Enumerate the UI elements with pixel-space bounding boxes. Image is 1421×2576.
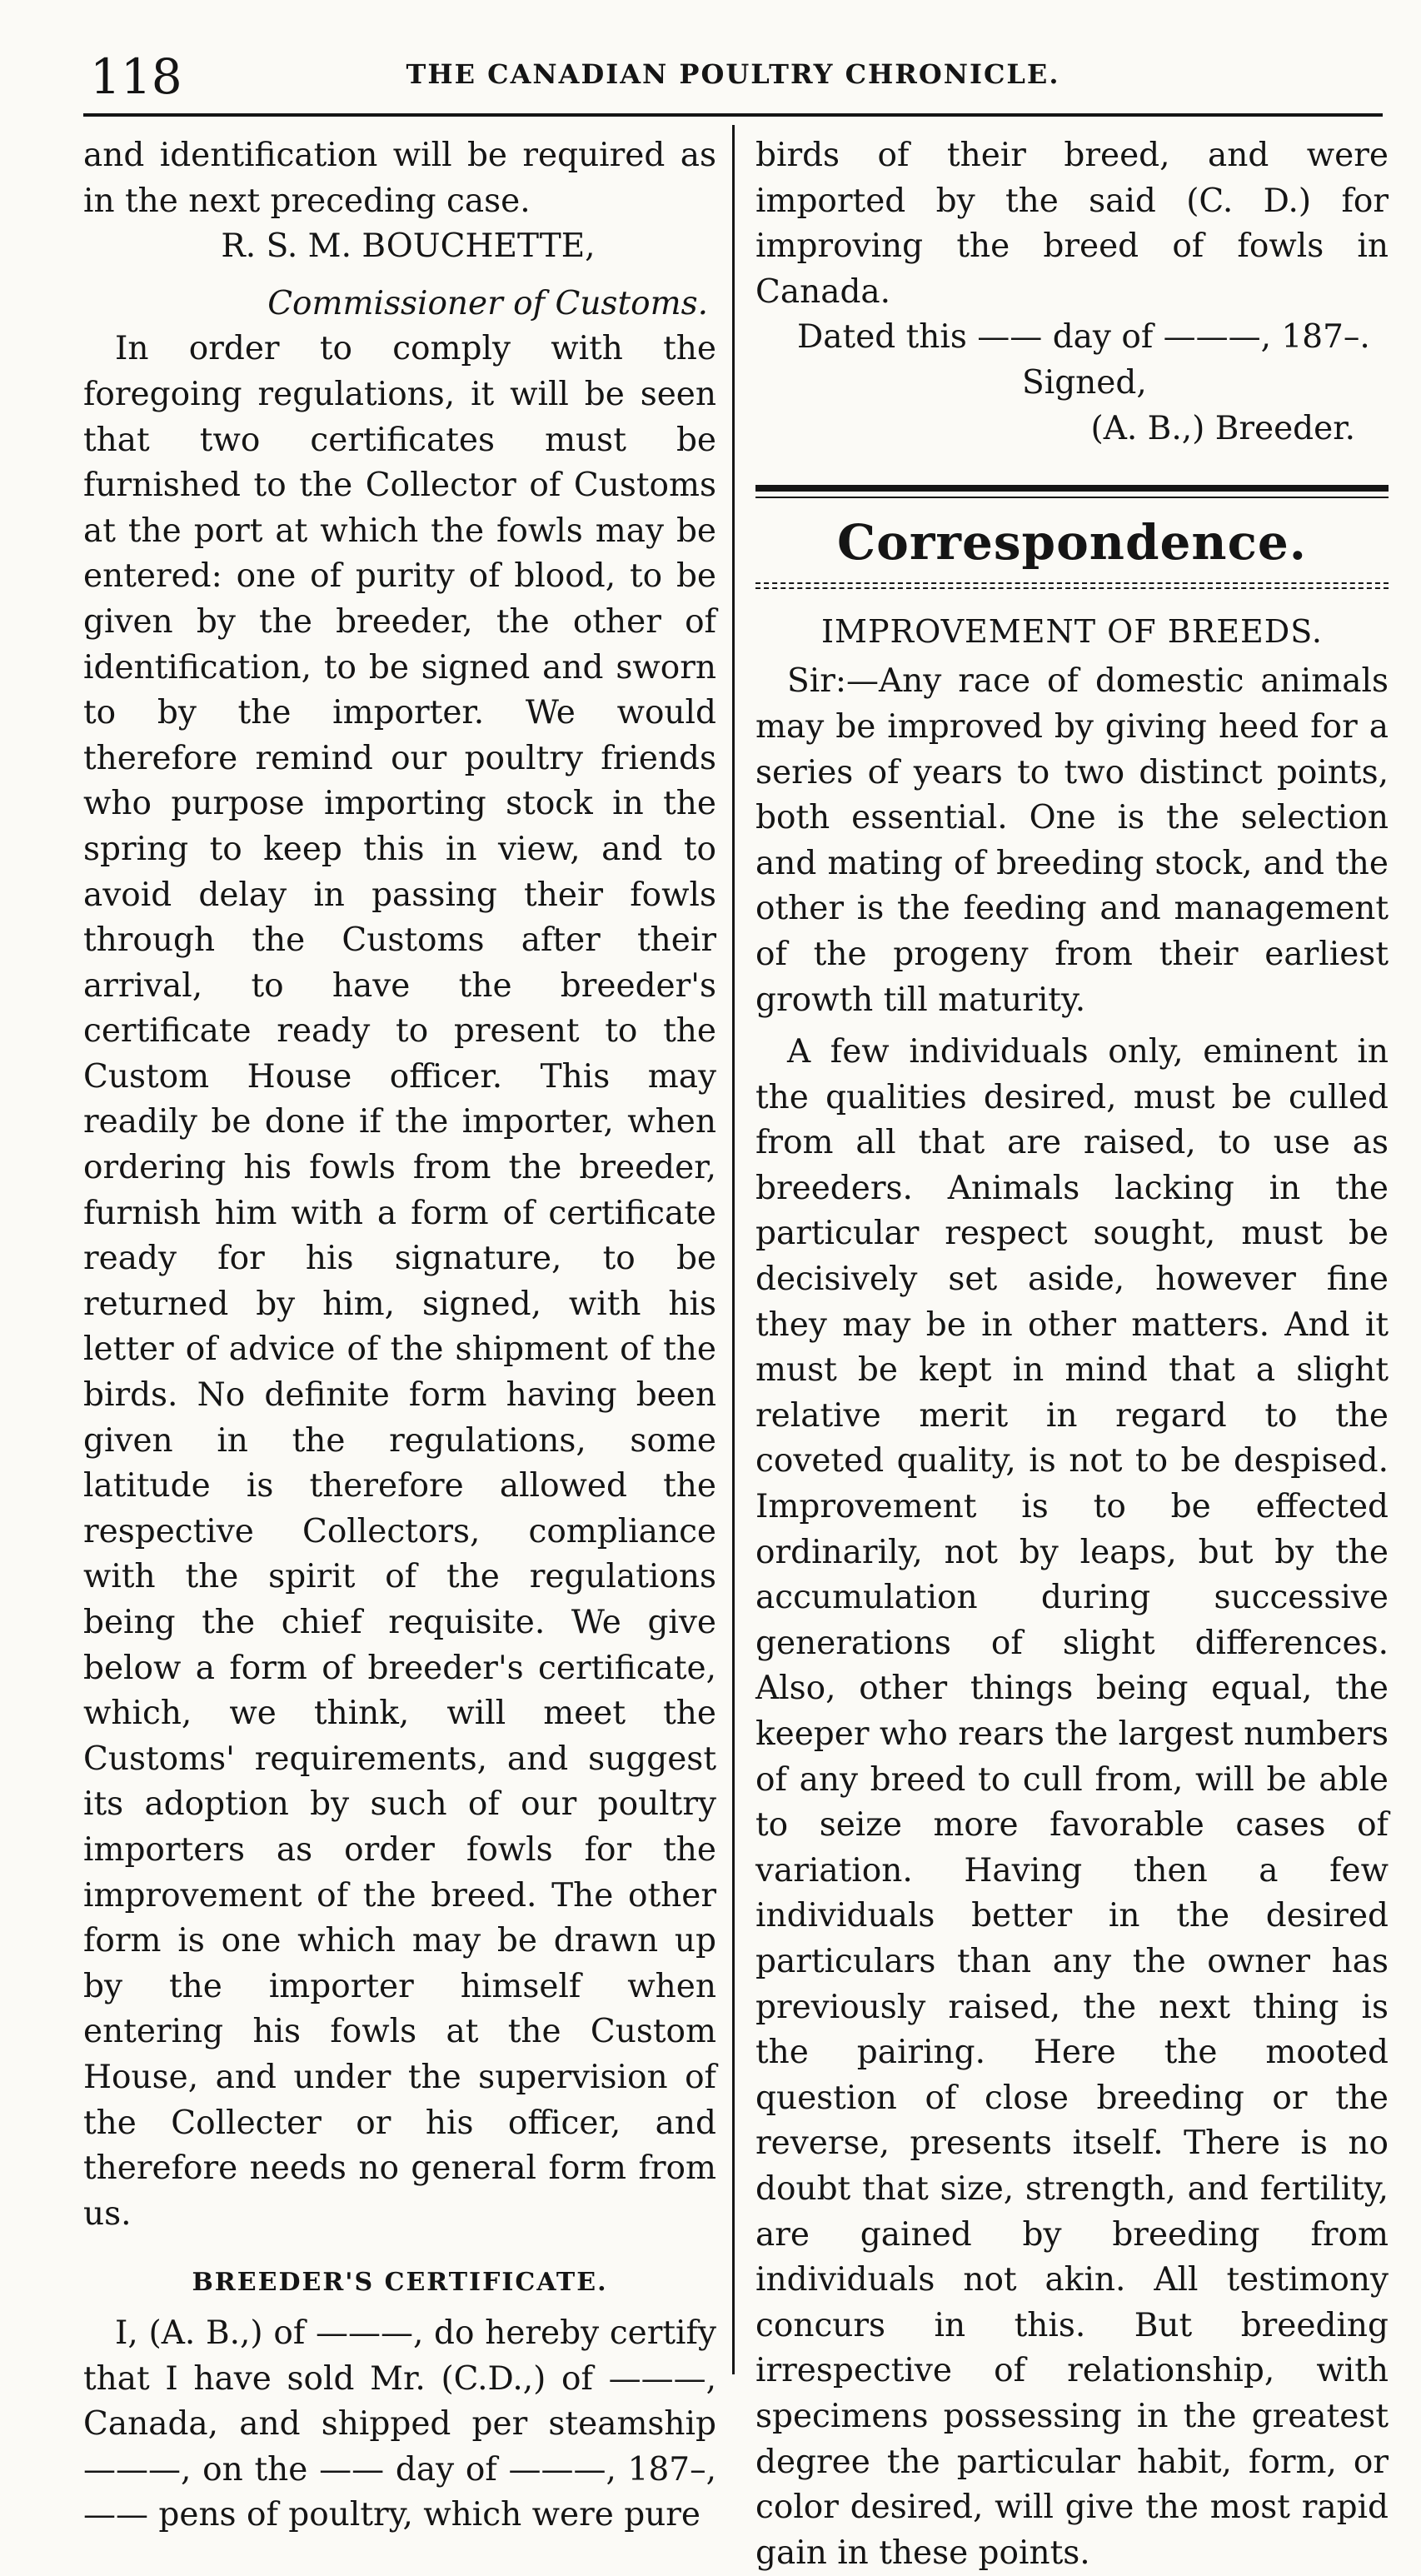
continuation-text: and identification will be required as in the next preceding case. — [83, 137, 716, 220]
breeder-signature: (A. B.,) Breeder. — [1090, 409, 1355, 447]
left-column — [83, 133, 716, 2539]
column-divider — [732, 125, 735, 2374]
article-paragraph-2: A few individuals only, eminent in the qualities desired, must be culled from all that are raised, to use as breeders. Animals lacking in the particular respect sought, must be decisively set aside, however fine they may be in other matters. And it must be kept in mind that a slight relative merit in regard to the coveted quality, is not to be despised. Improvement is to be effected ordinarily, not by leaps, but by the accumulation during successive generations of slight differences. Also, other things being equal, the keeper who rears the largest numbers of any breed to cull from, will be able to seize more favorable cases of variation. Having then a few individuals better in the desired particulars than any the owner has previously raised, the next thing is the pairing. Here the mooted question of close breeding or the reverse, presents itself. There is no doubt that size, strength, and fertility, are gained by breeding from individuals not akin. All testimony concurs in this. But breeding irrespective of relationship, with specimens possessing in the greatest degree the particular habit, form, or color desired, will give the most rapid gain in these points. — [755, 1033, 1389, 2572]
dated-line: Dated this —— day of ———, 187–. — [797, 318, 1370, 357]
article-title: IMPROVEMENT OF BREEDS. — [821, 612, 1323, 650]
certificate-continuation: birds of their breed, and were imported by the said (C. D.) for improving the breed of fowls in Canada. — [755, 137, 1389, 311]
dashed-rule-bottom — [755, 587, 1389, 589]
correspondence-title: Correspondence. — [837, 514, 1307, 572]
page-number: 118 — [90, 48, 182, 105]
section-rule-thin — [755, 497, 1389, 498]
section-rule-thick — [755, 485, 1389, 492]
dashed-rule-top — [755, 582, 1389, 584]
running-title: THE CANADIAN POULTRY CHRONICLE. — [406, 58, 1060, 90]
article-paragraph-1: Sir:—Any race of domestic animals may be improved by giving heed for a series of years to two distinct points, both essential. One is the selection and mating of breeding stock, and the other is the feeding and management of the progeny from their earliest growth till maturity. — [755, 662, 1389, 1019]
right-column — [755, 133, 1389, 2576]
header-rule — [83, 113, 1383, 117]
page-header — [83, 48, 1383, 115]
signature-title: Commissioner of Customs. — [267, 284, 708, 322]
body-paragraph: In order to comply with the foregoing regulations, it will be seen that two certificates must be furnished to the Collector of Customs at the port at which the fowls may be entered: one of purity of blood, to be given by the breeder, the other of identification, to be signed and sworn to by the importer. We would therefore remind our poultry friends who purpose importing stock in the spring to keep this in view, and to avoid delay in passing their fowls through the Customs after their arrival, to have the breeder's certificate ready to present to the Custom House officer. This may readily be done if the importer, when ordering his fowls from the breeder, furnish him with a form of certificate ready for his signature, to be returned by him, signed, with his letter of advice of the shipment of the birds. No definite form having been given in the regulations, some latitude is therefore allowed the respective Collectors, compliance with the spirit of the regulations being the chief requisite. We give below a form of breeder's certificate, which, we think, will meet the Customs' requirements, and suggest its adoption by such of our poultry importers as order fowls for the improvement of the breed. The other form is one which may be drawn up by the importer himself when entering his fowls at the Custom House, and under the supervision of the Collecter or his officer, and therefore needs no general form from us. — [83, 330, 716, 2233]
certificate-heading: BREEDER'S CERTIFICATE. — [192, 2268, 608, 2298]
signed-line: Signed, — [1022, 363, 1147, 402]
certificate-text: I, (A. B.,) of ———, do hereby certify that I have sold Mr. (C.D.,) of ———, Canada, and shipped per steamship ———, on the —— day of ———, 187–, —— pens of poultry, which were pure — [83, 2314, 716, 2534]
signature-name: R. S. M. BOUCHETTE, — [221, 227, 596, 266]
